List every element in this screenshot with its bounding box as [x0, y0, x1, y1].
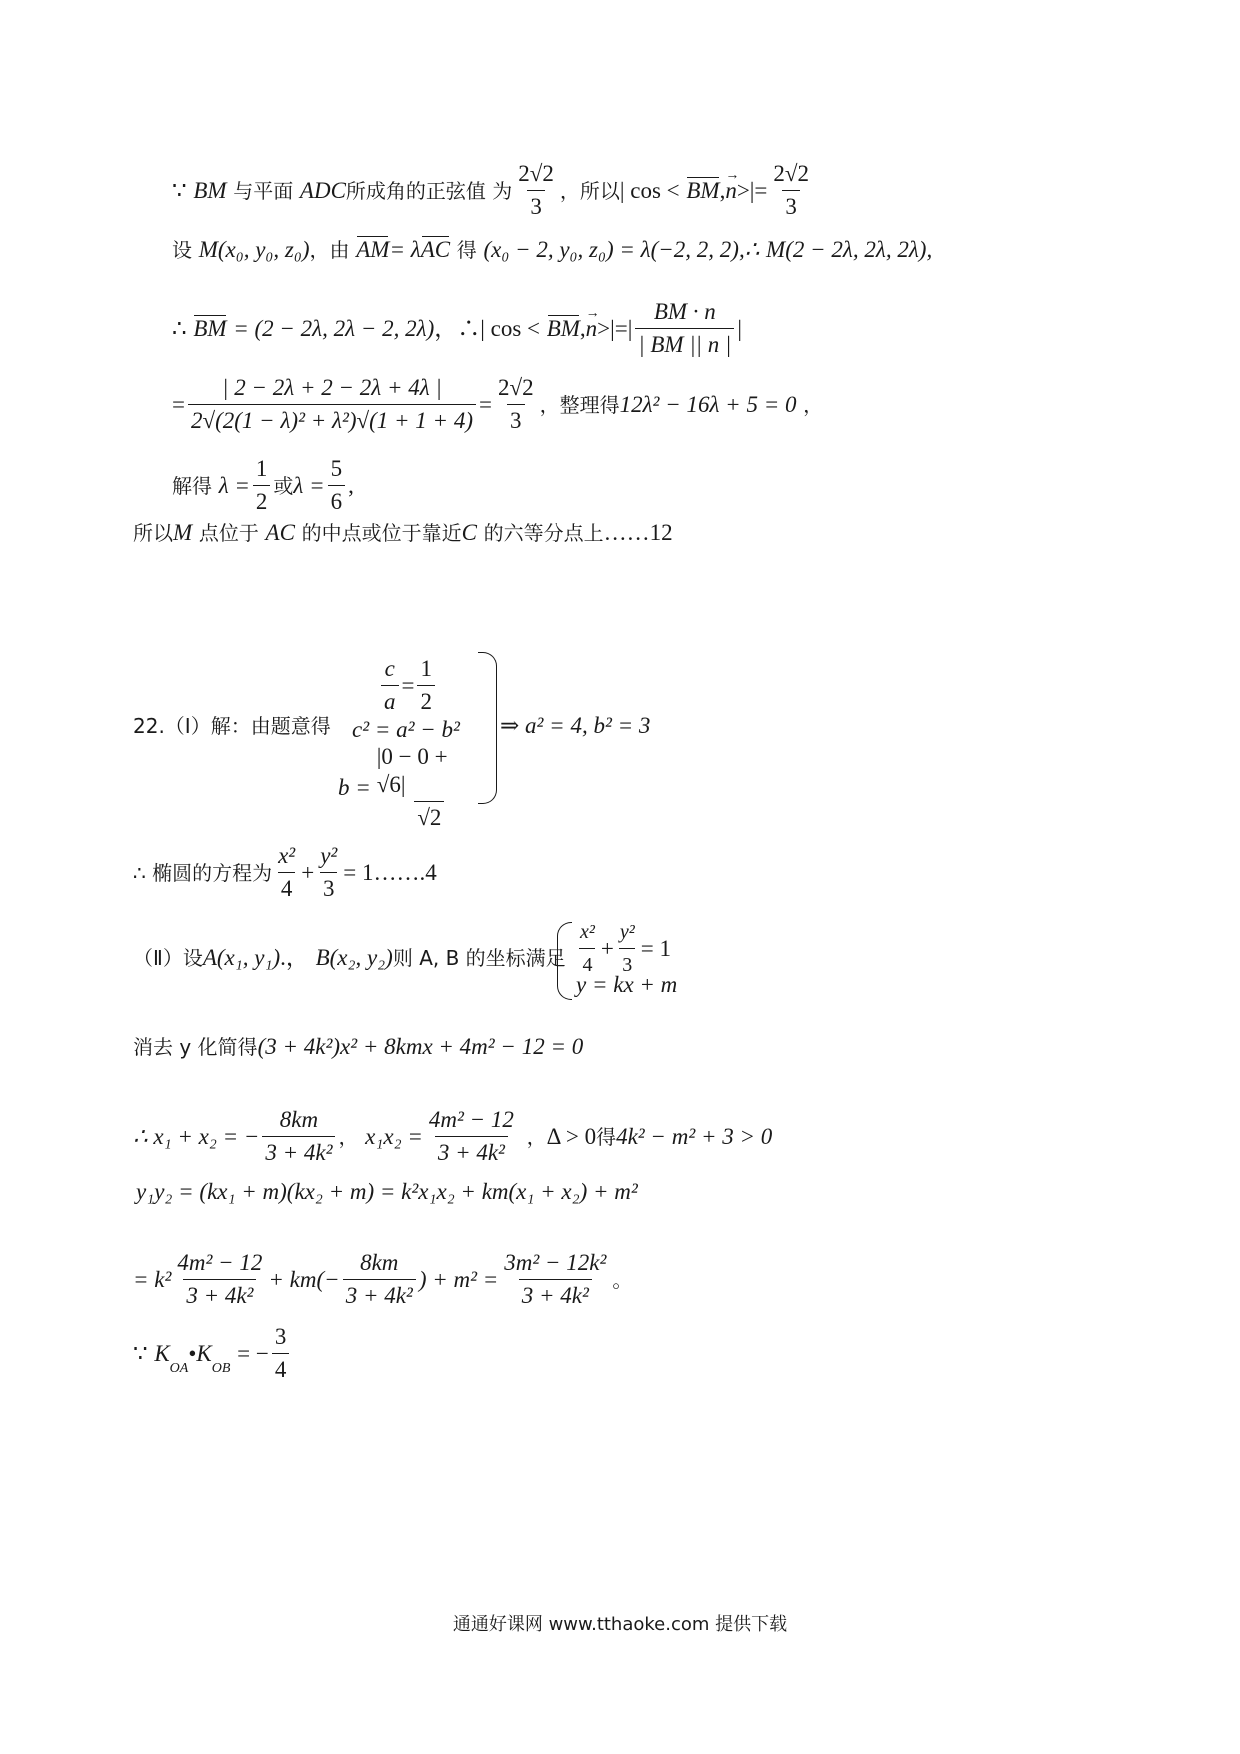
- line-11: ∴ x₁ + x₂ = − $\frac{8km}{\text{3 + 4k²}}$ ， x₁x₂ = $\frac{\text{4m² − 12}}{\text{3 + 4k²}}$ ， Δ > 0 得 4k² − m² + 3 > 0: [133, 1107, 773, 1165]
- line-10: 消去 y 化简得 (3 + 4k²)x² + 8kmx + 4m² − 12 = 0: [133, 1034, 584, 1059]
- vector-ac: AC: [421, 235, 450, 265]
- line-8: ∴ 椭圆的方程为 $\frac{\text{x²}}{4}$ + $\frac{\text{y²}}{3}$ = 1 …….4: [133, 843, 437, 901]
- fraction: $\frac{1}{2}$: [253, 455, 271, 516]
- fraction: $\frac{5}{6}$: [328, 455, 346, 516]
- fraction: $\frac{8km}{\text{3 + 4k²}}$: [262, 1106, 335, 1167]
- right-brace: [478, 652, 497, 804]
- fraction: $\frac{\text{x²}}{4}$: [278, 843, 296, 901]
- fraction: $\frac{2√2}{3}$: [518, 161, 554, 219]
- line-7-result: ⇒ a² = 4, b² = 3: [500, 713, 651, 738]
- fraction: $\frac{| 2 - 2\lambda + 2 - 2\lambda + 4\lambda |}{\text{2√(2(1 − λ)² + λ²)√(1 + 1 + 4)}}$: [188, 374, 476, 435]
- line-14: ∵ K OA • K OB = − $\frac{3}{4}$: [133, 1323, 292, 1384]
- line-3: ∴ BM = (2 − 2λ, 2λ − 2, 2λ) ，∴| cos < BM , → n >|=| $\frac{BM \cdot n}{| BM || n |}$ |: [172, 298, 742, 359]
- vector-n: → n: [725, 176, 737, 206]
- line-1: ∵ BM 与平面 ADC 所成角的正弦值 为 $\frac{2√2}{3}$ ，所以 | cos < BM , → n >|= $\frac{2√2}{3}$: [172, 160, 815, 221]
- ellipse-system: $\frac{\text{x²}}{4}$ + $\frac{\text{y²}}{3}$ = 1 y = kx + m: [576, 921, 678, 997]
- fraction: $\frac{\text{y²}}{3}$: [320, 843, 338, 901]
- line-9: （Ⅱ）设 A(x₁, y₁) .， B(x₂, y₂) 则 A, B 的坐标满足: [133, 945, 566, 970]
- fraction: $\frac{BM \cdot n}{| BM || n |}$: [635, 298, 734, 359]
- fraction: $\frac{8km}{\text{3 + 4k²}}$: [343, 1249, 416, 1310]
- left-brace: [557, 922, 572, 1000]
- fraction: $\frac{3}{4}$: [272, 1323, 290, 1384]
- vector-bm: BM: [686, 176, 719, 206]
- vector-bm: BM: [193, 314, 226, 344]
- line-2: 设 M (x₀, y₀, z₀) ，由 AM = λ AC 得 (x₀ − 2, y₀, z₀) = λ(−2, 2, 2),∴ M (2 − 2λ, 2λ, 2λ),: [172, 235, 932, 265]
- system-block: $\frac{c}{a}$ = $\frac{1}{2}$ c² = a² − b² b = $\frac{|0 - 0 + √6|}{√2}$: [338, 656, 460, 830]
- line-6: 所以 M 点位于 AC 的中点或位于靠近 C 的六等分点上 ……12: [133, 520, 673, 545]
- fraction: $\frac{\text{4m² − 12}}{\text{3 + 4k²}}$: [177, 1250, 263, 1308]
- fraction: $\frac{\text{3m² − 12k²}}{\text{3 + 4k²}}$: [504, 1250, 607, 1308]
- line-5: 解得 λ = $\frac{1}{2}$ 或 λ = $\frac{5}{6}$ ,: [172, 456, 354, 514]
- line-13: = k² $\frac{\text{4m² − 12}}{\text{3 + 4k²}}$ + km(− $\frac{8km}{\text{3 + 4k²}}$ ) + m² = $\frac{\text{3m² − 12k²}}{\text{3 + 4k²}}$ 。: [133, 1250, 633, 1308]
- fraction: $\frac{2√2}{3}$: [773, 161, 809, 219]
- line-12: y₁y₂ = (kx₁ + m)(kx₂ + m) = k²x₁x₂ + km(x₁ + x₂) + m²: [136, 1179, 638, 1204]
- vector-n: → n: [586, 314, 598, 344]
- line-4: = $\frac{| 2 - 2\lambda + 2 - 2\lambda + 4\lambda |}{\text{2√(2(1 − λ)² + λ²)√(1 + 1 + 4)}}$ = $\frac{2√2}{3}$ ，整理得 12λ² − 16λ + 5 = 0 ，: [172, 375, 824, 433]
- footer: 通通好课网 www.tthaoke.com 提供下载: [452, 1614, 788, 1635]
- fraction: $\frac{2√2}{3}$: [497, 375, 534, 433]
- problem-22-part1-label: 22.（Ⅰ）解：由题意得: [133, 714, 331, 738]
- fraction: $\frac{\text{4m² − 12}}{\text{3 + 4k²}}$: [428, 1107, 514, 1165]
- vector-bm: BM: [547, 314, 580, 344]
- vector-am: AM: [356, 235, 389, 265]
